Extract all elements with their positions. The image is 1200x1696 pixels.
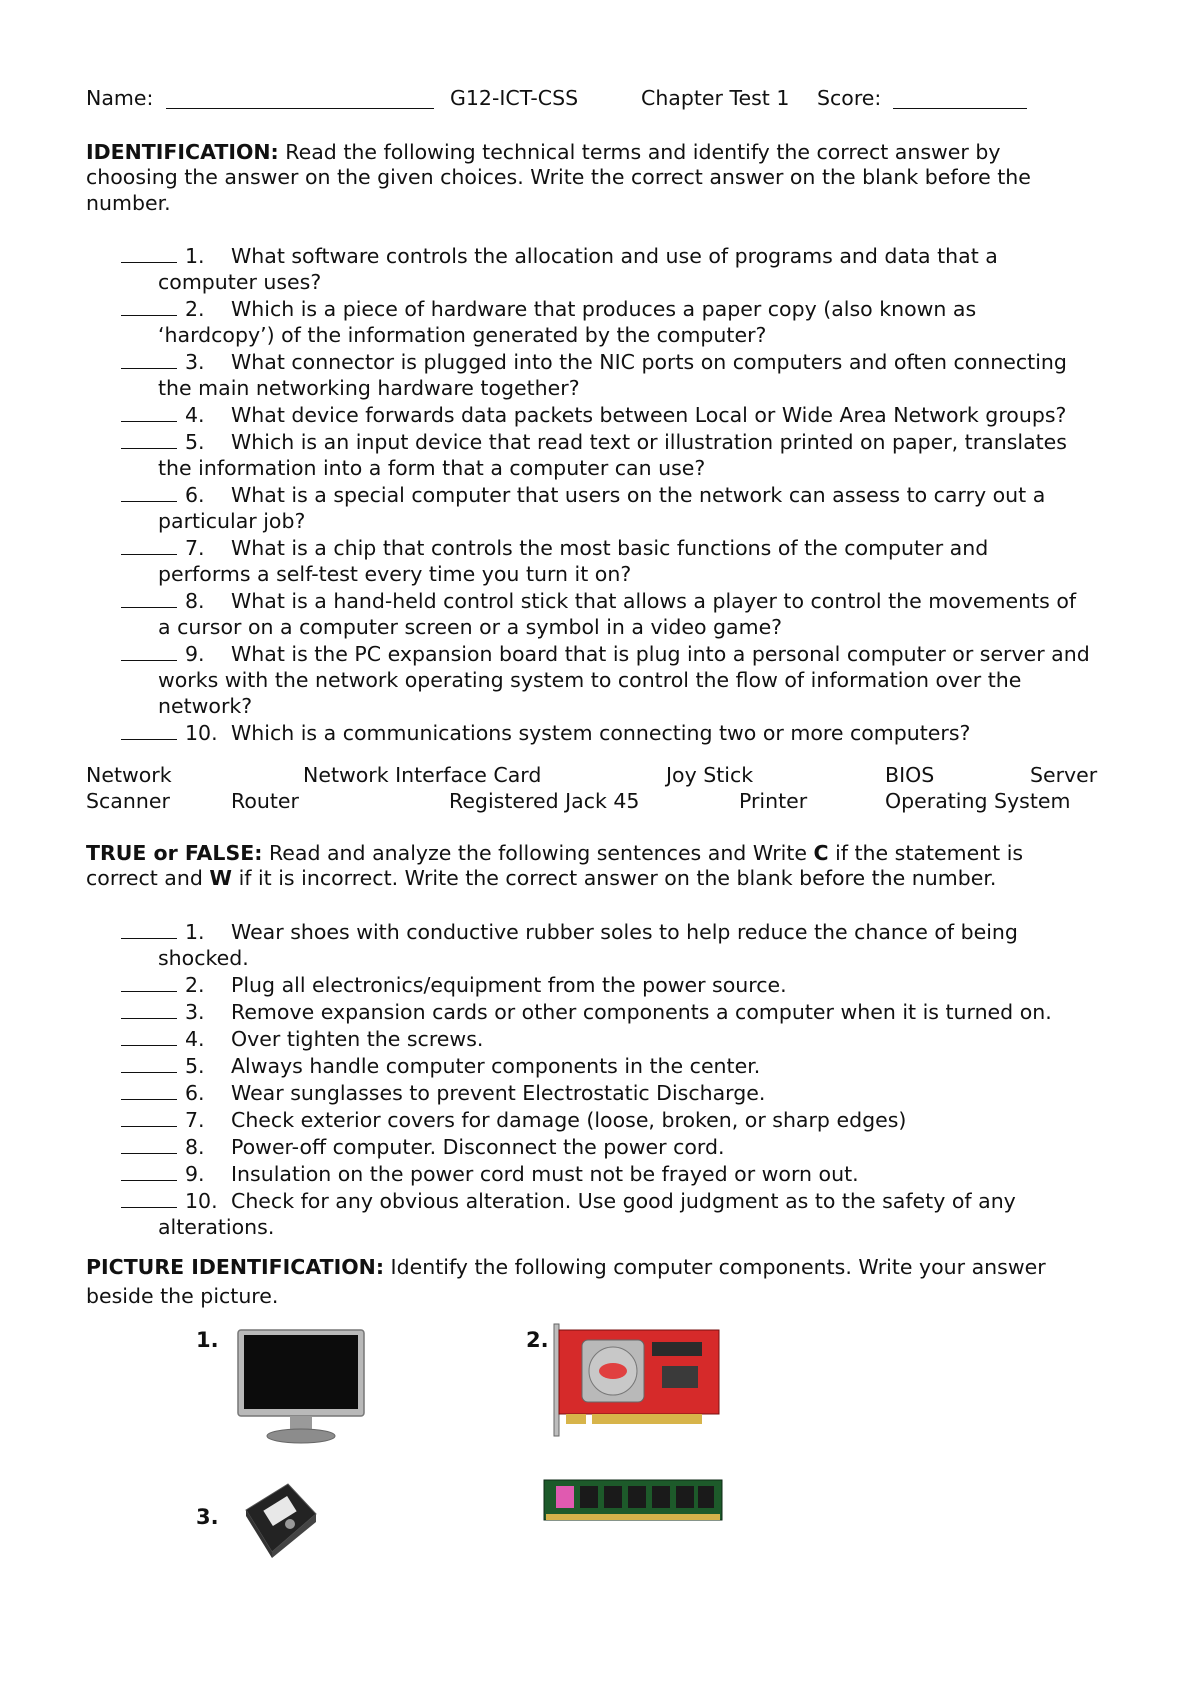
choice-item: Scanner — [86, 789, 170, 813]
hard-drive-icon — [236, 1480, 320, 1560]
picture-id-title: PICTURE IDENTIFICATION: — [86, 1255, 385, 1279]
answer-blank[interactable] — [121, 1052, 177, 1073]
choice-item: Server — [1030, 763, 1098, 787]
answer-blank[interactable] — [121, 428, 177, 449]
question-item: 10. Which is a communications system connecting two or more computers? — [121, 719, 1181, 746]
picture-label-3: 3. — [196, 1505, 219, 1529]
statement-item: 4. Over tighten the screws. — [121, 1025, 1181, 1052]
true-false-questions: 1. Wear shoes with conductive rubber soles to help reduce the chance of being shocked. 2. Plug all electronics/equipment from the power source. 3. Remove expansion cards or other components a computer when it is turned on. 4. Over tighten the screws. 5. Always handle computer components in the center. 6. Wear sunglasses to prevent Electrostatic Discharge. 7. Check exterior covers for damage (loose, broken, or sharp edges) 8. Power-off computer. Disconnect the power cord. 9. Insulation on the power cord must not be frayed or worn out. 10. Check for any obvious alteration. Use good judgment as to the safety of any alterations. — [121, 918, 1181, 1240]
choice-item: Joy Stick — [666, 763, 754, 787]
statement-item: 5. Always handle computer components in the center. — [121, 1052, 1181, 1079]
picture-label-1: 1. — [196, 1328, 219, 1352]
statement-item: 8. Power-off computer. Disconnect the power cord. — [121, 1133, 1181, 1160]
answer-blank[interactable] — [121, 1160, 177, 1181]
true-false-title: TRUE or FALSE: — [86, 841, 263, 865]
score-label: Score: — [817, 86, 882, 110]
question-item: 5. Which is an input device that read text or illustration printed on paper, translates — [121, 428, 1181, 455]
answer-blank[interactable] — [121, 1133, 177, 1154]
name-blank[interactable] — [166, 90, 434, 109]
question-item: 1. What software controls the allocation and use of programs and data that a — [121, 242, 1181, 269]
statement-item: 1. Wear shoes with conductive rubber soles to help reduce the chance of being — [121, 918, 1181, 945]
identification-instr-line2: choosing the answer on the given choices. Write the correct answer on the blank before the — [86, 165, 1031, 189]
answer-blank[interactable] — [121, 481, 177, 502]
answer-blank[interactable] — [121, 1106, 177, 1127]
choice-item: Operating System — [885, 789, 1071, 813]
question-item: 2. Which is a piece of hardware that produces a paper copy (also known as — [121, 295, 1181, 322]
ram-module-icon — [542, 1478, 724, 1526]
name-label: Name: — [86, 86, 154, 110]
choice-item: Network Interface Card — [303, 763, 542, 787]
picture-id-instr-line2: beside the picture. — [86, 1284, 279, 1308]
graphics-card-icon — [552, 1322, 724, 1440]
answer-blank[interactable] — [121, 971, 177, 992]
answer-blank[interactable] — [121, 640, 177, 661]
score-blank[interactable] — [893, 90, 1027, 109]
choice-item: BIOS — [885, 763, 935, 787]
question-item: 6. What is a special computer that users on the network can assess to carry out a — [121, 481, 1181, 508]
test-title: Chapter Test 1 — [641, 86, 790, 110]
statement-item: 7. Check exterior covers for damage (loose, broken, or sharp edges) — [121, 1106, 1181, 1133]
answer-blank[interactable] — [121, 998, 177, 1019]
answer-blank[interactable] — [121, 1079, 177, 1100]
identification-instr-line3: number. — [86, 191, 171, 215]
answer-blank[interactable] — [121, 719, 177, 740]
course-code: G12-ICT-CSS — [450, 86, 579, 110]
answer-blank[interactable] — [121, 242, 177, 263]
choice-item: Printer — [739, 789, 808, 813]
answer-blank[interactable] — [121, 401, 177, 422]
identification-title: IDENTIFICATION: — [86, 140, 279, 164]
answer-blank[interactable] — [121, 348, 177, 369]
answer-blank[interactable] — [121, 1025, 177, 1046]
answer-blank[interactable] — [121, 295, 177, 316]
question-item: 8. What is a hand-held control stick that allows a player to control the movements of — [121, 587, 1181, 614]
answer-blank[interactable] — [121, 587, 177, 608]
monitor-icon — [236, 1328, 368, 1448]
statement-item: 10. Check for any obvious alteration. Use good judgment as to the safety of any — [121, 1187, 1181, 1214]
statement-item: 6. Wear sunglasses to prevent Electrostatic Discharge. — [121, 1079, 1181, 1106]
question-item: 3. What connector is plugged into the NIC ports on computers and often connecting — [121, 348, 1181, 375]
identification-questions: 1. What software controls the allocation and use of programs and data that a computer uses? 2. Which is a piece of hardware that produces a paper copy (also known as ‘hardcopy’) of the information generated by the computer? 3. What connector is plugged into the NIC ports on computers and often connecting the main networking hardware together? 4. What device forwards data packets between Local or Wide Area Network groups? 5. Which is an input device that read text or illustration printed on paper, translates the information into a form that a computer can use? 6. What is a special computer that users on the network can assess to carry out a particular job? 7. What is a chip that controls the most basic functions of the computer and performs a self-test every time you turn it on? 8. What is a hand-held control stick that allows a player to control the movements of a cursor on a computer screen or a symbol in a video game? 9. What is the PC expansion board that is plug into a personal computer or server and works with the network operating system to control the flow of information over the network? 10. Which is a communications system connecting two or more computers? — [121, 242, 1181, 746]
true-false-instructions: TRUE or FALSE: Read and analyze the following sentences and Write C if the statement is — [86, 841, 1024, 865]
statement-item: 3. Remove expansion cards or other components a computer when it is turned on. — [121, 998, 1181, 1025]
choice-item: Network — [86, 763, 172, 787]
choice-item: Registered Jack 45 — [449, 789, 640, 813]
answer-blank[interactable] — [121, 918, 177, 939]
answer-blank[interactable] — [121, 534, 177, 555]
question-item: 4. What device forwards data packets between Local or Wide Area Network groups? — [121, 401, 1181, 428]
true-false-instr-line2: correct and W if it is incorrect. Write the correct answer on the blank before the number. — [86, 866, 997, 890]
question-item: 9. What is the PC expansion board that is plug into a personal computer or server and — [121, 640, 1181, 667]
identification-instructions: IDENTIFICATION: Read the following technical terms and identify the correct answer by — [86, 140, 1001, 164]
statement-item: 9. Insulation on the power cord must not be frayed or worn out. — [121, 1160, 1181, 1187]
question-item: 7. What is a chip that controls the most basic functions of the computer and — [121, 534, 1181, 561]
answer-blank[interactable] — [121, 1187, 177, 1208]
statement-item: 2. Plug all electronics/equipment from the power source. — [121, 971, 1181, 998]
picture-label-2: 2. — [526, 1328, 549, 1352]
choice-item: Router — [231, 789, 299, 813]
picture-id-instructions: PICTURE IDENTIFICATION: Identify the following computer components. Write your answer — [86, 1255, 1046, 1279]
